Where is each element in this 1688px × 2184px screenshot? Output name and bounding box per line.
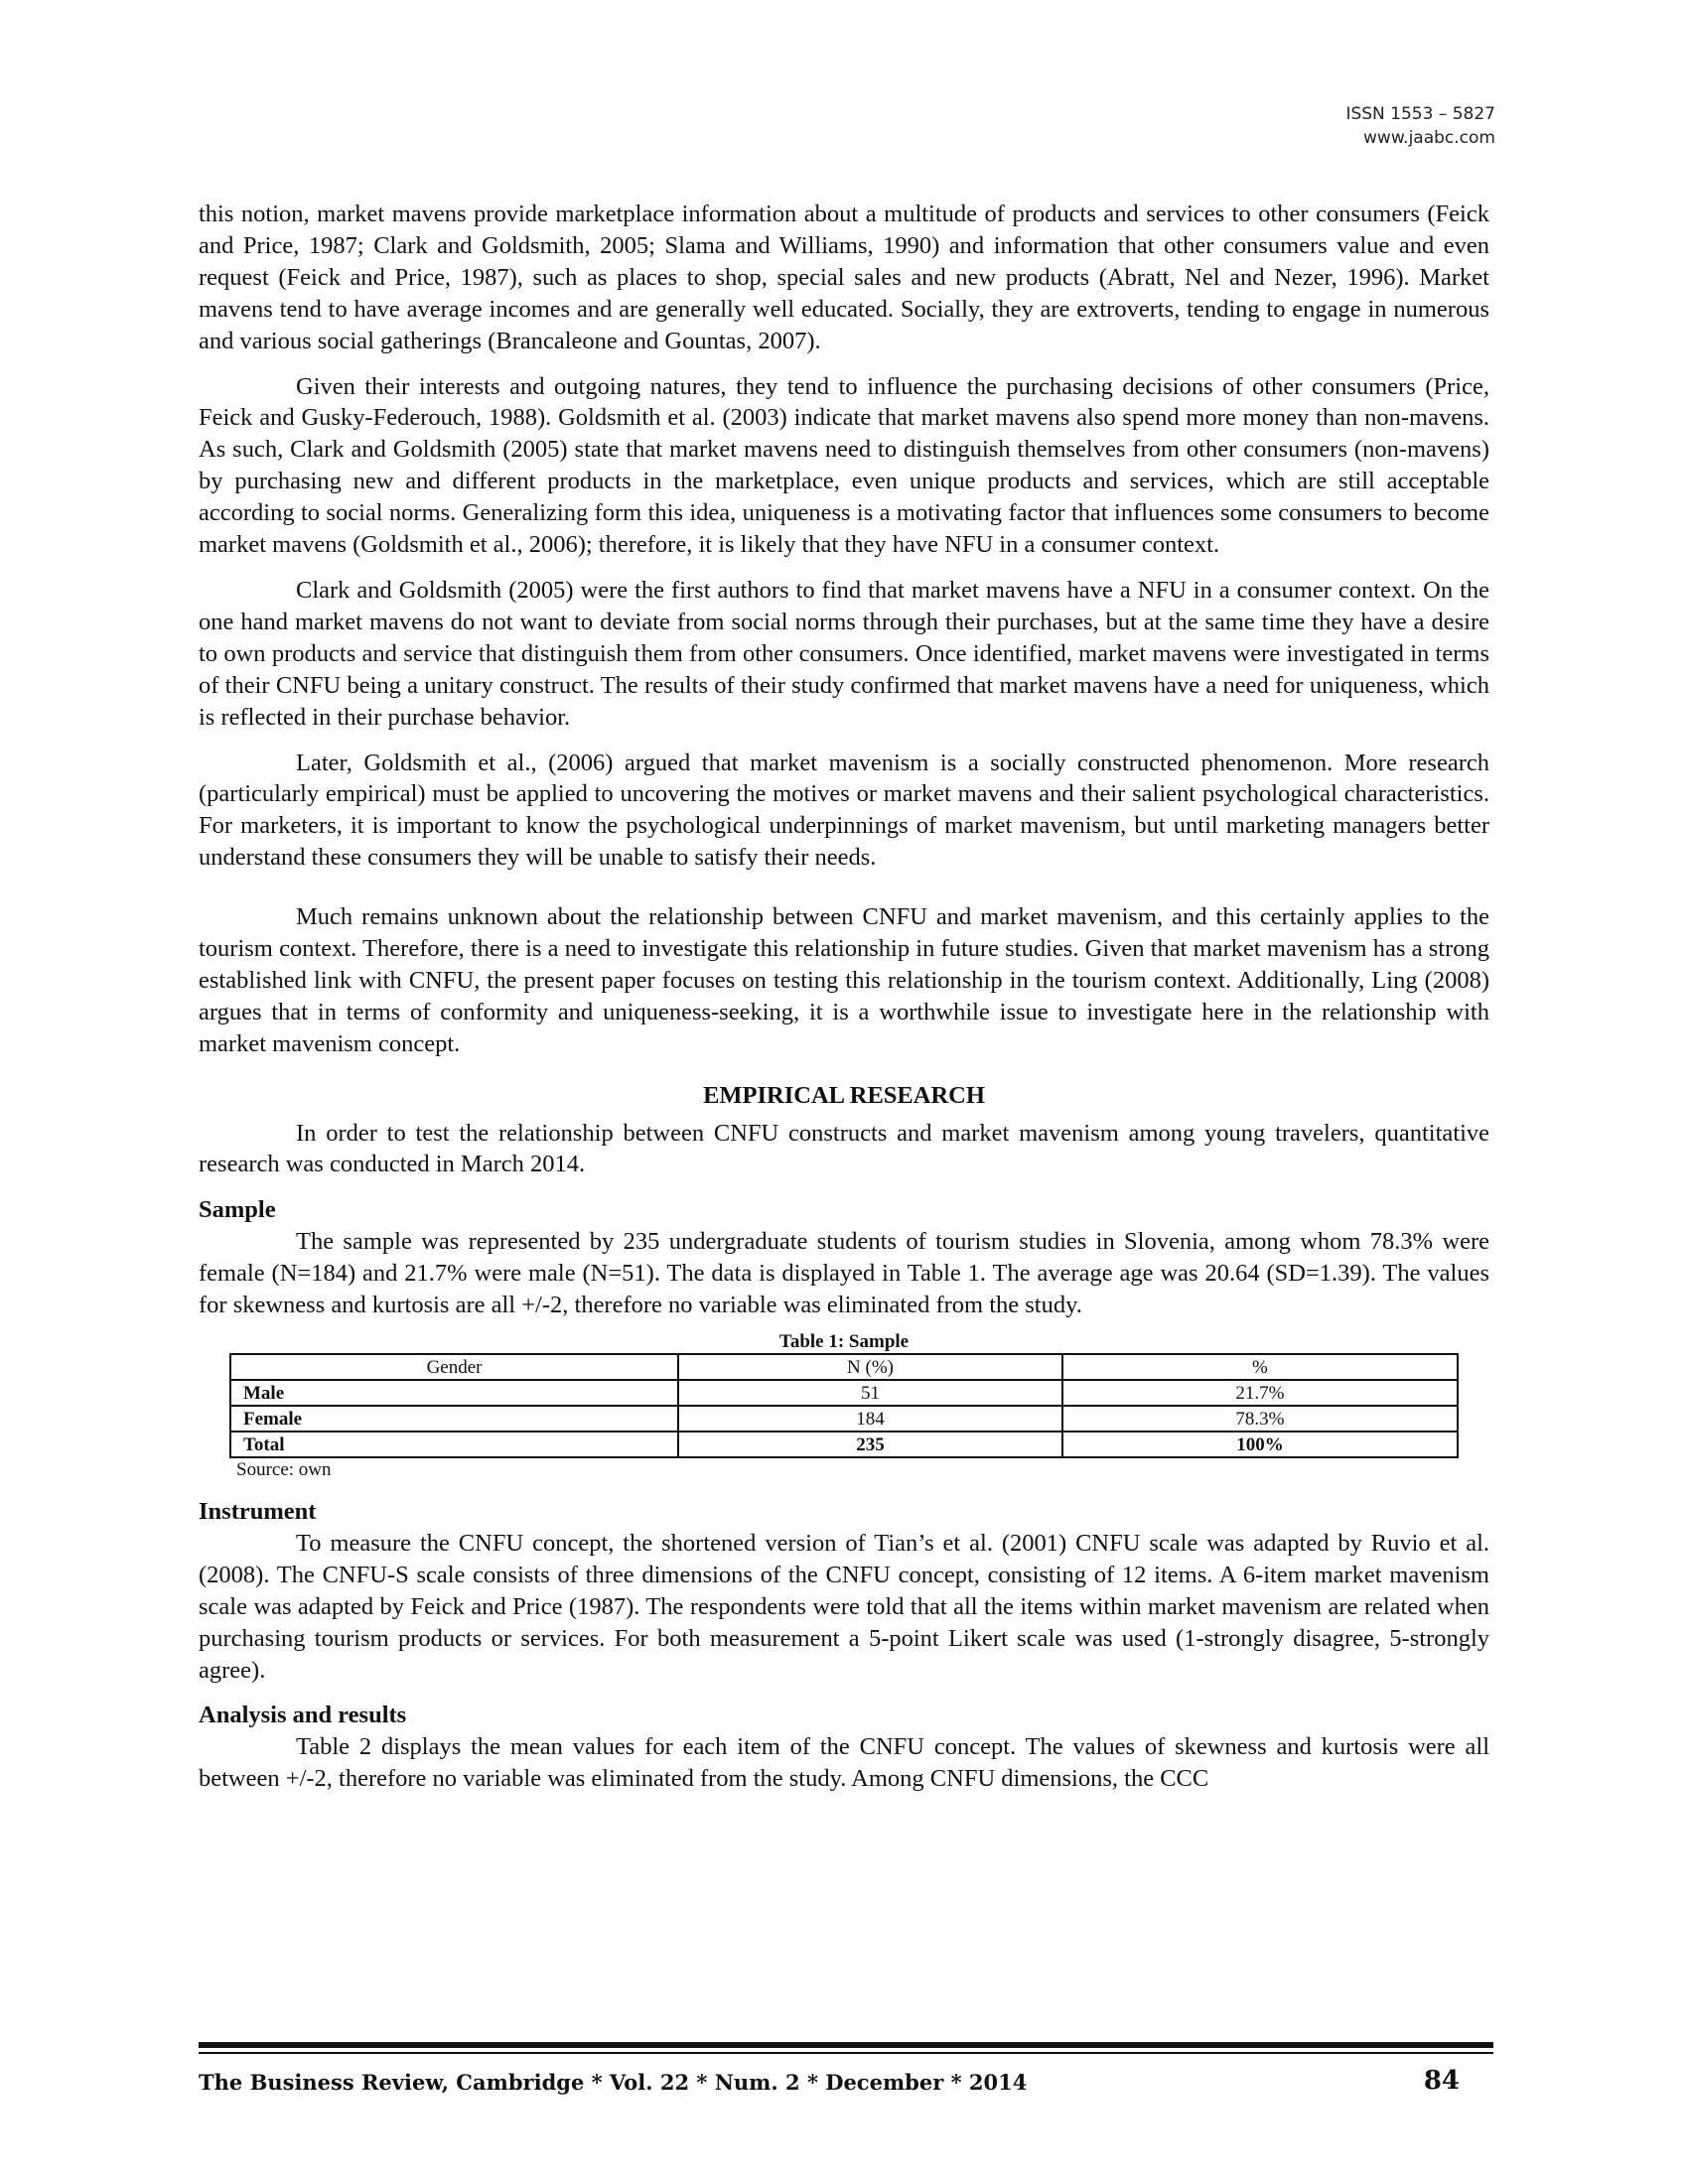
journal-website: www.jaabc.com: [1363, 128, 1495, 148]
paragraph: To measure the CNFU concept, the shortened version of Tian’s et al. (2001) CNFU scale was adapted by Ruvio et al. (2008). The CNFU-S scale consists of three dimensions of the CNFU concept, consisting of 12 items. A 6-item market mavenism scale was adapted by Feick and Price (1987). The respondents were told that all the items within market mavenism are related when purchasing tourism products or services. For both measurement a 5-point Likert scale was used (1-strongly disagree, 5-strongly agree).: [199, 1529, 1489, 1684]
table-cell: 51: [678, 1380, 1062, 1406]
table-cell: 78.3%: [1062, 1406, 1458, 1432]
table-cell: Male: [230, 1380, 678, 1406]
table-header-cell: N (%): [678, 1354, 1062, 1380]
table-header-cell: Gender: [230, 1354, 678, 1380]
table-header-row: [230, 1354, 1458, 1380]
table-cell: 21.7%: [1062, 1380, 1458, 1406]
table-source: Source: own: [236, 1459, 332, 1480]
table-cell: Total: [230, 1432, 678, 1457]
table-cell: 184: [678, 1406, 1062, 1432]
issn-label: ISSN 1553 – 5827: [1345, 104, 1495, 124]
table-header-cell: %: [1062, 1354, 1458, 1380]
table-cell: 235: [678, 1432, 1062, 1457]
article-body: [199, 199, 1489, 1795]
footer-divider-thick: [199, 2042, 1493, 2048]
table-caption: Table 1: Sample: [778, 1331, 910, 1352]
paragraph: Later, Goldsmith et al., (2006) argued that market mavenism is a socially constructed phenomenon. More research (particularly empirical) must be applied to uncovering the motives or market mavens and their salient psychological characteristics. For marketers, it is important to know the psychological underpinnings of market mavenism, but until marketing managers better understand these consumers they will be unable to satisfy their needs.: [199, 749, 1489, 872]
table-cell: Female: [230, 1406, 678, 1432]
table-1: [199, 1331, 1489, 1482]
subsection-heading: Sample: [199, 1196, 276, 1224]
footer-divider-thin: [199, 2052, 1493, 2054]
paragraph: Table 2 displays the mean values for each item of the CNFU concept. The values of skewness and kurtosis were all between +/-2, therefore no variable was eliminated from the study. Among CNFU dimensions, the CCC: [199, 1733, 1489, 1793]
table-row: [230, 1432, 1458, 1457]
page-header: [1345, 102, 1495, 150]
sample-table: [229, 1353, 1459, 1458]
subsection-heading: Analysis and results: [199, 1702, 407, 1729]
paragraph: Given their interests and outgoing natures, they tend to influence the purchasing decisions of other consumers (Price, Feick and Gusky-Federouch, 1988). Goldsmith et al. (2003) indicate that market mavens also spend more money than non-mavens. As such, Clark and Goldsmith (2005) state that market mavens need to distinguish themselves from other consumers (non-mavens) by purchasing new and different products in the marketplace, even unique products and services, which are still acceptable according to social norms. Generalizing form this idea, uniqueness is a motivating factor that influences some consumers to become market mavens (Goldsmith et al., 2006); therefore, it is likely that they have NFU in a consumer context.: [199, 372, 1489, 559]
table-row: [230, 1406, 1458, 1432]
paragraph: In order to test the relationship between CNFU constructs and market mavenism among young travelers, quantitative research was conducted in March 2014.: [199, 1119, 1489, 1178]
footer-journal-info: The Business Review, Cambridge * Vol. 22 * Num. 2 * December * 2014: [199, 2070, 1028, 2095]
paragraph: Clark and Goldsmith (2005) were the first authors to find that market mavens have a NFU in a consumer context. On the one hand market mavens do not want to deviate from social norms through their purchases, but at the same time they have a desire to own products and service that distinguish them from other consumers. Once identified, market mavens were investigated in terms of their CNFU being a unitary construct. The results of their study confirmed that market mavens have a need for uniqueness, which is reflected in their purchase behavior.: [199, 576, 1489, 731]
subsection-heading: Instrument: [199, 1498, 317, 1525]
paragraph: Much remains unknown about the relationship between CNFU and market mavenism, and this certainly applies to the tourism context. Therefore, there is a need to investigate this relationship in future studies. Given that market mavenism has a strong established link with CNFU, the present paper focuses on testing this relationship in the tourism context. Additionally, Ling (2008) argues that in terms of conformity and uniqueness-seeking, it is a worthwhile issue to investigate here in the relationship with market mavenism concept.: [199, 903, 1489, 1057]
paragraph: The sample was represented by 235 undergraduate students of tourism studies in Slovenia, among whom 78.3% were female (N=184) and 21.7% were male (N=51). The data is displayed in Table 1. The average age was 20.64 (SD=1.39). The values for skewness and kurtosis are all +/-2, therefore no variable was eliminated from the study.: [199, 1228, 1489, 1319]
table-cell: 100%: [1062, 1432, 1458, 1457]
page-number: 84: [1423, 2066, 1460, 2096]
paragraph: this notion, market mavens provide marketplace information about a multitude of products and services to other consumers (Feick and Price, 1987; Clark and Goldsmith, 2005; Slama and Williams, 1990) and information that other consumers value and even request (Feick and Price, 1987), such as places to shop, special sales and new products (Abratt, Nel and Nezer, 1996). Market mavens tend to have average incomes and are generally well educated. Socially, they are extroverts, tending to engage in numerous and various social gatherings (Brancaleone and Gountas, 2007).: [199, 201, 1489, 354]
table-row: [230, 1380, 1458, 1406]
section-heading: EMPIRICAL RESEARCH: [703, 1081, 985, 1109]
